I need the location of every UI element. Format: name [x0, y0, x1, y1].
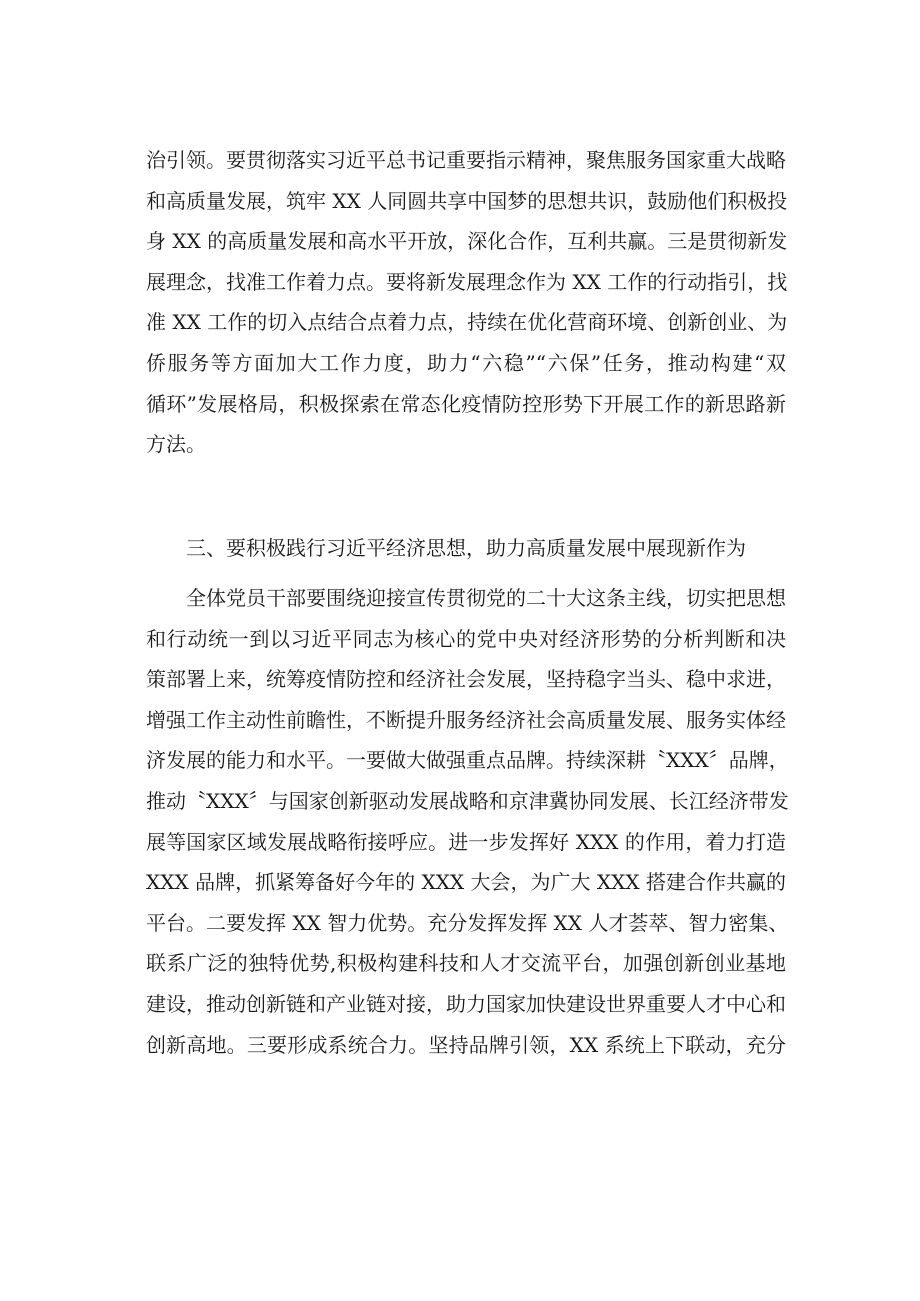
paragraph-line: 策部署上来，统筹疫情防控和经济社会发展，坚持稳字当头、稳中求进， — [146, 667, 786, 692]
paragraph-line: 方法。 — [146, 432, 206, 457]
paragraph-line: 侨服务等方面加大工作力度，助力“六稳”“六保”任务，推动构建“双 — [146, 350, 786, 375]
section-heading-text: 三、要积极践行习近平经济思想，助力高质量发展中展现新作为 — [186, 536, 746, 560]
paragraph-2 — [146, 578, 789, 1065]
paragraph-line: 治引领。要贯彻落实习近平总书记重要指示精神，聚焦服务国家重大战略 — [146, 148, 786, 172]
paragraph-line: 平台。二要发挥 XX 智力优势。充分发挥发挥 XX 人才荟萃、智力密集、 — [146, 910, 789, 935]
paragraph-1 — [146, 140, 786, 465]
paragraph-line: 和行动统一到以习近平同志为核心的党中央对经济形势的分析判断和决 — [146, 626, 786, 651]
paragraph-line: 济发展的能力和水平。一要做大做强重点品牌。持续深耕〝XXX〞品牌， — [146, 748, 789, 773]
paragraph-line: 全体党员干部要围绕迎接宣传贯彻党的二十大这条主线，切实把思想 — [186, 586, 786, 610]
section-heading — [146, 528, 786, 569]
paragraph-line: 增强工作主动性前瞻性，不断提升服务经济社会高质量发展、服务实体经 — [146, 707, 786, 732]
paragraph-line: 和高质量发展，筑牢 XX 人同圆共享中国梦的思想共识，鼓励他们积极投 — [146, 188, 788, 213]
paragraph-line: 创新高地。三要形成系统合力。坚持品牌引领，XX 系统上下联动，充分 — [146, 1032, 786, 1057]
paragraph-line: XXX 品牌，抓紧筹备好今年的 XXX 大会，为广大 XXX 搭建合作共赢的 — [146, 870, 786, 895]
paragraph-line: 展等国家区域发展战略衔接呼应。进一步发挥好 XXX 的作用，着力打造 — [146, 829, 786, 854]
paragraph-line: 推动〝XXX〞与国家创新驱动发展战略和京津冀协同发展、长江经济带发 — [146, 788, 789, 813]
paragraph-line: 联系广泛的独特优势,积极构建科技和人才交流平台，加强创新创业基地 — [146, 951, 786, 976]
paragraph-line: 循环”发展格局，积极探索在常态化疫情防控形势下开展工作的新思路新 — [146, 391, 786, 416]
paragraph-line: 准 XX 工作的切入点结合点着力点，持续在优化营商环境、创新创业、为 — [146, 310, 788, 335]
paragraph-line: 建设，推动创新链和产业链对接，助力国家加快建设世界重要人才中心和 — [146, 991, 786, 1016]
paragraph-line: 展理念，找准工作着力点。要将新发展理念作为 XX 工作的行动指引，找 — [146, 269, 788, 294]
paragraph-line: 身 XX 的高质量发展和高水平开放，深化合作，互利共赢。三是贯彻新发 — [146, 229, 788, 254]
